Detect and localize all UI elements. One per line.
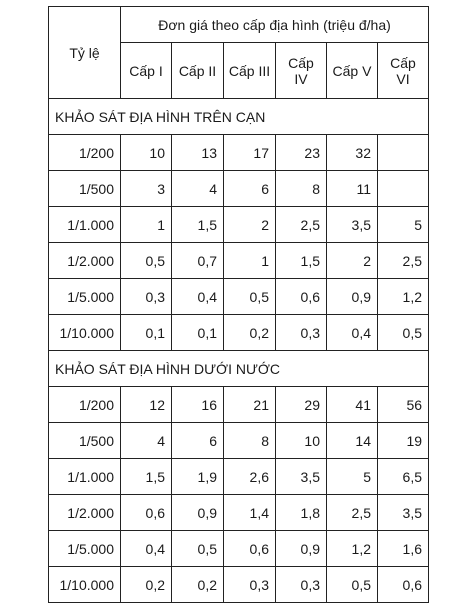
price-cell: 0,6 xyxy=(378,567,429,603)
level-header-5: Cấp V xyxy=(327,43,378,99)
price-cell: 56 xyxy=(378,387,429,423)
price-cell: 0,7 xyxy=(172,243,224,279)
table-row xyxy=(49,423,429,459)
price-cell: 0,3 xyxy=(276,315,327,351)
table-row xyxy=(49,567,429,603)
price-cell: 0,1 xyxy=(172,315,224,351)
table-row xyxy=(49,171,429,207)
price-cell: 0,3 xyxy=(276,567,327,603)
price-cell: 0,4 xyxy=(121,531,172,567)
price-cell: 3,5 xyxy=(276,459,327,495)
price-cell: 13 xyxy=(172,135,224,171)
price-cell: 10 xyxy=(276,423,327,459)
price-cell: 1,2 xyxy=(378,279,429,315)
table-row xyxy=(49,495,429,531)
price-cell: 1,2 xyxy=(327,531,378,567)
price-cell: 29 xyxy=(276,387,327,423)
price-cell: 3 xyxy=(121,171,172,207)
level-header-3: Cấp III xyxy=(224,43,276,99)
price-cell: 0,4 xyxy=(327,315,378,351)
level-header-1: Cấp I xyxy=(121,43,172,99)
ratio-cell: 1/10.000 xyxy=(49,567,121,603)
price-cell: 0,2 xyxy=(121,567,172,603)
price-cell: 1,8 xyxy=(276,495,327,531)
price-cell: 14 xyxy=(327,423,378,459)
price-cell: 2,6 xyxy=(224,459,276,495)
ratio-cell: 1/10.000 xyxy=(49,315,121,351)
price-cell: 0,6 xyxy=(224,531,276,567)
price-cell: 0,1 xyxy=(121,315,172,351)
unit-price-group-header: Đơn giá theo cấp địa hình (triệu đ/ha) xyxy=(121,7,429,43)
price-cell: 11 xyxy=(327,171,378,207)
ratio-cell: 1/500 xyxy=(49,423,121,459)
price-cell: 6 xyxy=(224,171,276,207)
price-cell: 3,5 xyxy=(327,207,378,243)
price-cell: 0,5 xyxy=(327,567,378,603)
price-cell: 2,5 xyxy=(378,243,429,279)
section-row xyxy=(49,99,429,135)
price-cell: 0,6 xyxy=(276,279,327,315)
price-cell: 10 xyxy=(121,135,172,171)
price-cell: 32 xyxy=(327,135,378,171)
ratio-cell: 1/1.000 xyxy=(49,207,121,243)
level-header-6: Cấp VI xyxy=(378,43,429,99)
price-cell: 1 xyxy=(224,243,276,279)
table-row xyxy=(49,459,429,495)
table-row xyxy=(49,387,429,423)
price-cell: 21 xyxy=(224,387,276,423)
ratio-cell: 1/200 xyxy=(49,135,121,171)
price-cell xyxy=(378,135,429,171)
level-header-4: Cấp IV xyxy=(276,43,327,99)
price-cell: 0,3 xyxy=(224,567,276,603)
ratio-cell: 1/2.000 xyxy=(49,495,121,531)
price-cell: 0,9 xyxy=(172,495,224,531)
price-cell: 16 xyxy=(172,387,224,423)
price-cell: 6,5 xyxy=(378,459,429,495)
price-cell: 2,5 xyxy=(327,495,378,531)
price-cell: 0,9 xyxy=(327,279,378,315)
price-cell: 1,9 xyxy=(172,459,224,495)
price-cell: 1,4 xyxy=(224,495,276,531)
ratio-cell: 1/200 xyxy=(49,387,121,423)
table-row xyxy=(49,315,429,351)
price-cell: 6 xyxy=(172,423,224,459)
price-cell: 17 xyxy=(224,135,276,171)
price-cell: 4 xyxy=(121,423,172,459)
section-row xyxy=(49,351,429,387)
level-header-2: Cấp II xyxy=(172,43,224,99)
price-cell: 1,5 xyxy=(172,207,224,243)
price-cell: 0,2 xyxy=(172,567,224,603)
price-cell: 0,9 xyxy=(276,531,327,567)
table-row xyxy=(49,531,429,567)
ratio-cell: 1/500 xyxy=(49,171,121,207)
price-cell: 0,5 xyxy=(378,315,429,351)
ratio-cell: 1/5.000 xyxy=(49,279,121,315)
table-row xyxy=(49,207,429,243)
price-cell: 2,5 xyxy=(276,207,327,243)
price-cell: 1,6 xyxy=(378,531,429,567)
price-cell: 1 xyxy=(121,207,172,243)
price-cell: 2 xyxy=(327,243,378,279)
table-row xyxy=(49,135,429,171)
price-cell: 5 xyxy=(327,459,378,495)
price-cell: 12 xyxy=(121,387,172,423)
ratio-cell: 1/5.000 xyxy=(49,531,121,567)
price-cell: 0,5 xyxy=(224,279,276,315)
price-cell: 8 xyxy=(224,423,276,459)
price-cell: 23 xyxy=(276,135,327,171)
header-row-top xyxy=(49,7,429,43)
terrain-survey-rate-table xyxy=(48,6,429,603)
price-cell: 0,3 xyxy=(121,279,172,315)
price-cell: 1,5 xyxy=(121,459,172,495)
ratio-column-header: Tỷ lệ xyxy=(49,7,121,99)
table-body xyxy=(49,99,429,603)
price-cell: 0,2 xyxy=(224,315,276,351)
section-title: KHẢO SÁT ĐỊA HÌNH DƯỚI NƯỚC xyxy=(49,351,429,387)
price-cell: 19 xyxy=(378,423,429,459)
price-cell: 41 xyxy=(327,387,378,423)
table-row xyxy=(49,279,429,315)
price-cell xyxy=(378,171,429,207)
price-cell: 0,6 xyxy=(121,495,172,531)
table-row xyxy=(49,243,429,279)
section-title: KHẢO SÁT ĐỊA HÌNH TRÊN CẠN xyxy=(49,99,429,135)
price-cell: 8 xyxy=(276,171,327,207)
price-cell: 0,5 xyxy=(121,243,172,279)
price-cell: 2 xyxy=(224,207,276,243)
price-cell: 3,5 xyxy=(378,495,429,531)
price-cell: 0,5 xyxy=(172,531,224,567)
price-cell: 4 xyxy=(172,171,224,207)
ratio-cell: 1/2.000 xyxy=(49,243,121,279)
price-cell: 5 xyxy=(378,207,429,243)
price-cell: 1,5 xyxy=(276,243,327,279)
price-cell: 0,4 xyxy=(172,279,224,315)
ratio-cell: 1/1.000 xyxy=(49,459,121,495)
